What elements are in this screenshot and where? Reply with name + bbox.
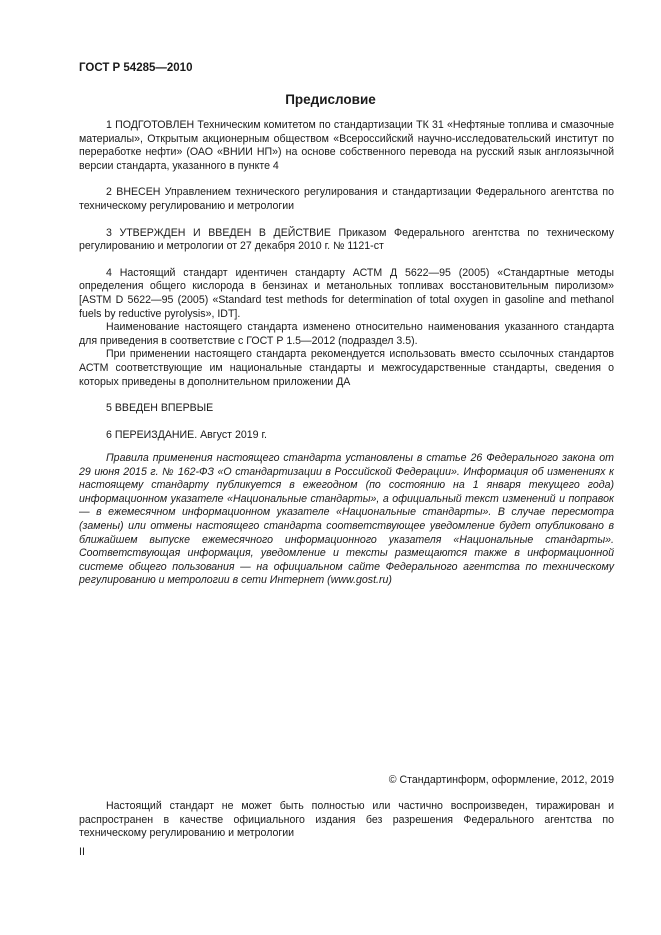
paragraph-introduced: 2 ВНЕСЕН Управлением технического регулирования и стандартизации Федерального агентства по техническому регулированию и метрологии [79,186,614,212]
reproduction-notice: Настоящий стандарт не может быть полностью или частично воспроизведен, тиражирован и распространен в качестве официального издания без разрешения Федерального агентства по техническому регулированию и метрологии [79,800,614,840]
paragraph-references: При применении настоящего стандарта рекомендуется использовать вместо ссылочных стандартов АСТМ соответствующие им национальные стандарты и межгосударственные стандарты, сведения о которых приведены в дополнительном приложении ДА [79,348,614,388]
paragraph-reissue: 6 ПЕРЕИЗДАНИЕ. Август 2019 г. [106,428,267,441]
copyright-line: © Стандартинформ, оформление, 2012, 2019 [388,774,614,786]
standard-header: ГОСТ Р 54285—2010 [79,62,193,74]
paragraph-approved: 3 УТВЕРЖДЕН И ВВЕДЕН В ДЕЙСТВИЕ Приказом Федерального агентства по техническому регулированию и метрологии от 27 декабря 2010 г. № 1121-ст [79,226,614,253]
application-rules-note: Правила применения настоящего стандарта установлены в статье 26 Федерального закона от 29 июня 2015 г. № 162-ФЗ «О стандартизации в Российской Федерации». Информация об изменениях к настоящему стандарту публикуется в ежегодном (по состоянию на 1 января текущего года) информационном указателе «Национальные стандарты», а официальный текст изменений и поправок — в ежемесячном информационном указателе «Национальные стандарты». В случае пересмотра (замены) или отмены настоящего стандарта соответствующее уведомление будет опубликовано в ближайшем выпуске ежемесячного информационного указателя «Национальные стандарты». Соответствующая информация, уведомление и тексты размещаются также в информационной системе общего пользования — на официальном сайте Федерального агентства по техническому регулированию и метрологии в сети Интернет (www.gost.ru) [79,452,614,587]
paragraph-identical: 4 Настоящий стандарт идентичен стандарту АСТМ Д 5622—95 (2005) «Стандартные методы определения общего кислорода в бензинах и метанольных топливах восстановительным пиролизом» [ASTM D 5622—95 (2005) «Standard test methods for determination of total oxygen in gasoline and methanol fuels by reductive pyrolysis», IDT]. [79,266,614,320]
foreword-body [79,119,614,442]
page-number: II [79,846,85,858]
section-title: Предисловие [285,92,376,107]
paragraph-name-change: Наименование настоящего стандарта изменено относительно наименования указанного стандарта для приведения в соответствие с ГОСТ Р 1.5—2012 (подраздел 3.5). [79,321,614,347]
paragraph-prepared: 1 ПОДГОТОВЛЕН Техническим комитетом по стандартизации ТК 31 «Нефтяные топлива и смазочные материалы», Открытым акционерным обществом «Всероссийский научно-исследовательский институт по переработке нефти» (ОАО «ВНИИ НП») на основе собственного перевода на русский язык англоязычной версии стандарта, указанного в пункте 4 [79,119,614,172]
paragraph-first-introduced: 5 ВВЕДЕН ВПЕРВЫЕ [106,402,214,415]
